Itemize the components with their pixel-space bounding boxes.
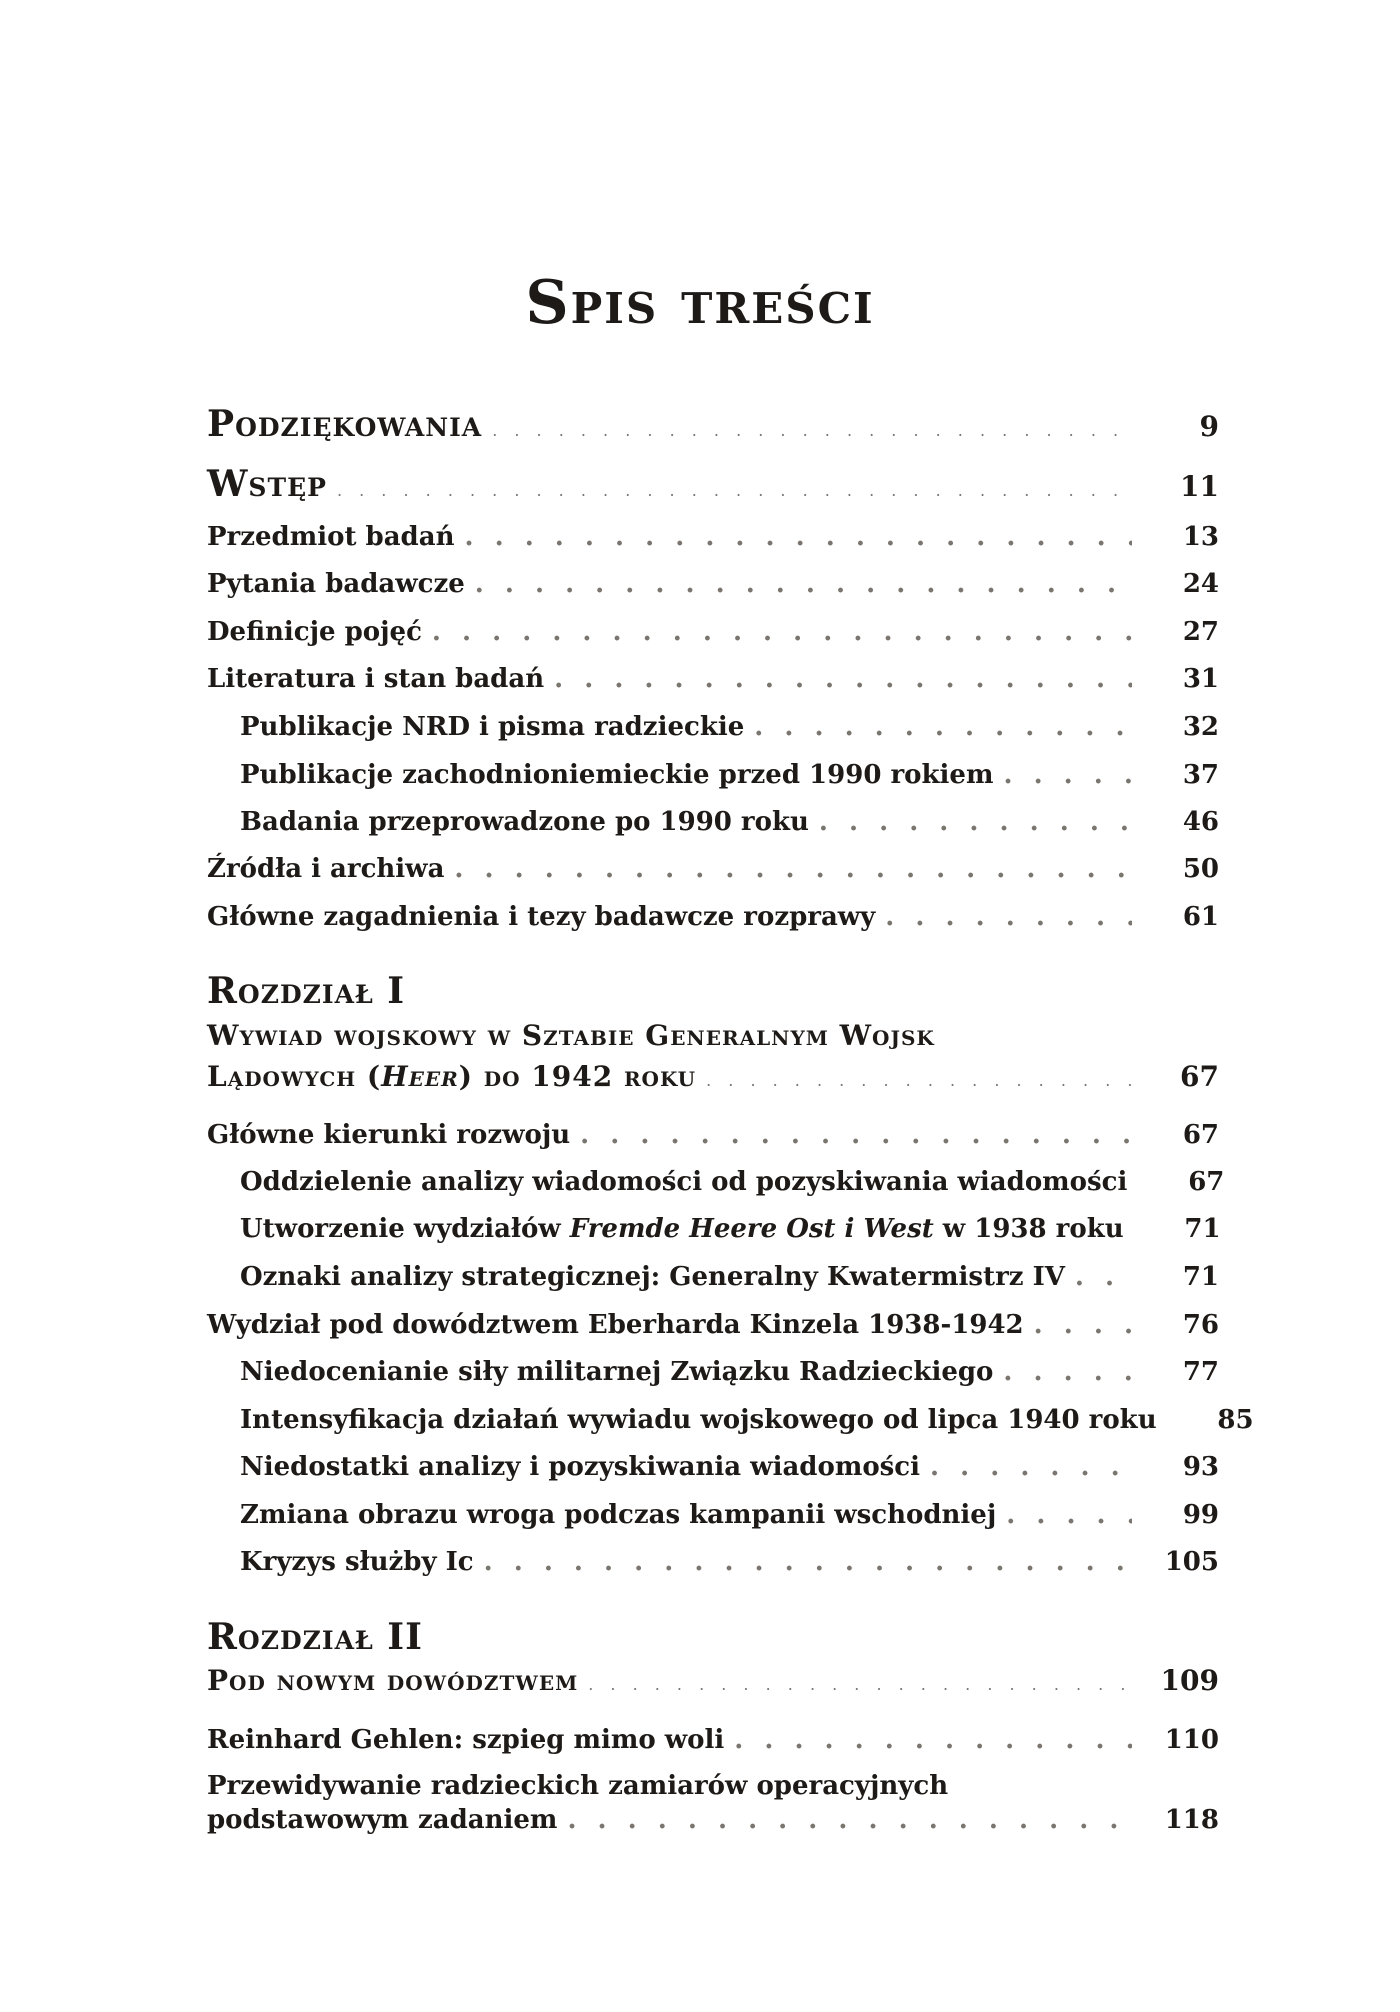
toc-page-number: 13 (1182, 522, 1219, 552)
dot-leader (706, 1071, 1132, 1090)
dot-leader (1003, 760, 1132, 790)
toc-entry (207, 1805, 1219, 1835)
title-text-part: ) do 1942 roku (458, 1060, 697, 1093)
chapter-1-label: Rozdział I (207, 970, 406, 1012)
dot-leader (454, 854, 1132, 884)
toc-entry-text: Główne zagadnienia i tezy badawcze rozprawy (207, 902, 876, 932)
page-title: Spis treści (525, 268, 875, 338)
dot-leader (819, 807, 1132, 837)
chapter-2-label: Rozdział II (207, 1616, 423, 1658)
toc-page-number: 61 (1182, 902, 1219, 932)
toc-entry-text: Publikacje NRD i pisma radzieckie (240, 712, 745, 742)
toc-entry-text: Pytania badawcze (207, 569, 465, 599)
toc-page-number: 27 (1182, 617, 1219, 647)
toc-entry-text: Kryzys służby Ic (240, 1547, 474, 1577)
toc-page-number: 32 (1182, 712, 1219, 742)
dot-leader (1034, 1310, 1132, 1340)
toc-entry (207, 664, 1219, 694)
toc-entry-text: Oznaki analizy strategicznej: Generalny Kwatermistrz IV (240, 1262, 1065, 1292)
toc-entry-wstep (207, 463, 1219, 505)
toc-page-number: 67 (1182, 1120, 1219, 1150)
toc-page-number: 76 (1182, 1310, 1219, 1340)
toc-entry-text: Badania przeprowadzone po 1990 roku (240, 807, 809, 837)
dot-leader (492, 421, 1132, 440)
toc-page-number: 46 (1182, 807, 1219, 837)
entry-italic-part: Fremde Heere Ost i West (569, 1214, 934, 1244)
toc-entry-text: Główne kierunki rozwoju (207, 1120, 571, 1150)
toc-page-number: 71 (1182, 1262, 1219, 1292)
toc-entry (207, 617, 1219, 647)
toc-subentry (240, 1452, 1219, 1482)
toc-page-number: 93 (1182, 1452, 1219, 1482)
toc-page-number: 110 (1164, 1725, 1219, 1755)
toc-entry (207, 1725, 1219, 1755)
entry-text-part: Utworzenie wydziałów (240, 1214, 570, 1244)
toc-entry-text: Oddzielenie analizy wiadomości od pozyskiwania wiadomości (240, 1167, 1128, 1197)
toc-subentry (240, 1547, 1219, 1577)
toc-entry-text: Zmiana obrazu wroga podczas kampanii wschodniej (240, 1500, 997, 1530)
toc-page-number: 109 (1160, 1664, 1219, 1697)
toc-subentry (240, 712, 1219, 742)
toc-entry-text: Intensyfikacja działań wywiadu wojskowego od lipca 1940 roku (240, 1405, 1157, 1435)
toc-page-number: 24 (1182, 569, 1219, 599)
toc-page-number: 77 (1182, 1357, 1219, 1387)
toc-entry-text: Wydział pod dowództwem Eberharda Kinzela 1938-1942 (207, 1310, 1024, 1340)
toc-entry-text: Podziękowania (207, 403, 483, 445)
toc-page-number: 50 (1182, 854, 1219, 884)
entry-text-part: w 1938 roku (933, 1214, 1124, 1244)
toc-entry-text: Niedocenianie siły militarnej Związku Radzieckiego (240, 1357, 994, 1387)
dot-leader (885, 902, 1132, 932)
toc-entry (207, 569, 1219, 599)
toc-page-number: 11 (1180, 470, 1219, 503)
toc-entry (207, 1120, 1219, 1150)
title-text-part: Lądowych ( (207, 1060, 382, 1093)
dot-leader (1003, 1357, 1132, 1387)
toc-page-number: 85 (1217, 1405, 1254, 1435)
toc-entry (207, 522, 1219, 552)
dot-leader (554, 664, 1132, 694)
dot-leader (1075, 1262, 1132, 1292)
dot-leader (588, 1675, 1132, 1694)
toc-subentry (240, 1357, 1219, 1387)
toc-entry-text: Literatura i stan badań (207, 664, 545, 694)
toc-entry-text: Wstęp (207, 463, 327, 505)
toc-entry (207, 902, 1219, 932)
toc-subentry (240, 1214, 1219, 1244)
toc-entry-text: Definicje pojęć (207, 617, 422, 647)
toc-page-number: 99 (1182, 1500, 1219, 1530)
toc-page-number: 9 (1199, 410, 1219, 443)
toc-entry (207, 1310, 1219, 1340)
toc-entry-podziekowania (207, 403, 1219, 445)
toc-entry-text: Przedmiot badań (207, 522, 455, 552)
dot-leader (337, 481, 1132, 500)
toc-entry-text: Publikacje zachodnioniemieckie przed 1990 rokiem (240, 760, 994, 790)
dot-leader (432, 617, 1132, 647)
chapter-1-title-line1: Wywiad wojskowy w Sztabie Generalnym Wojsk (207, 1019, 935, 1052)
dot-leader (484, 1547, 1132, 1577)
chapter-1-title-line2 (207, 1060, 696, 1093)
toc-subentry (240, 760, 1219, 790)
chapter-2-title: Pod nowym dowództwem (207, 1664, 579, 1697)
toc-subentry (240, 807, 1219, 837)
toc-entry (207, 854, 1219, 884)
toc-entry-text: Źródła i archiwa (207, 854, 445, 884)
toc-page-number: 118 (1164, 1805, 1219, 1835)
toc-entry-text: Reinhard Gehlen: szpieg mimo woli (207, 1725, 725, 1755)
toc-entry-text (240, 1214, 1124, 1244)
dot-leader (754, 712, 1132, 742)
dot-leader (734, 1725, 1132, 1755)
toc-page-number: 67 (1180, 1060, 1219, 1093)
toc-subentry (240, 1405, 1254, 1435)
chapter-1-title-entry (207, 1060, 1219, 1093)
toc-page-number: 31 (1182, 664, 1219, 694)
toc-page-number: 105 (1164, 1547, 1219, 1577)
dot-leader (1006, 1500, 1132, 1530)
dot-leader (580, 1120, 1132, 1150)
toc-subentry (240, 1262, 1219, 1292)
dot-leader (567, 1805, 1132, 1835)
title-italic-part: Heer (381, 1060, 459, 1093)
toc-page-number: 37 (1182, 760, 1219, 790)
dot-leader (464, 522, 1132, 552)
toc-subentry (240, 1167, 1225, 1197)
toc-entry-text-line2: podstawowym zadaniem (207, 1805, 558, 1835)
dot-leader (930, 1452, 1132, 1482)
toc-subentry (240, 1500, 1219, 1530)
toc-entry-text: Niedostatki analizy i pozyskiwania wiadomości (240, 1452, 921, 1482)
toc-page-number: 71 (1184, 1214, 1221, 1244)
dot-leader (475, 569, 1132, 599)
toc-page-number: 67 (1188, 1167, 1225, 1197)
chapter-2-title-entry (207, 1664, 1219, 1697)
toc-entry-text-line1: Przewidywanie radzieckich zamiarów operacyjnych (207, 1771, 949, 1801)
